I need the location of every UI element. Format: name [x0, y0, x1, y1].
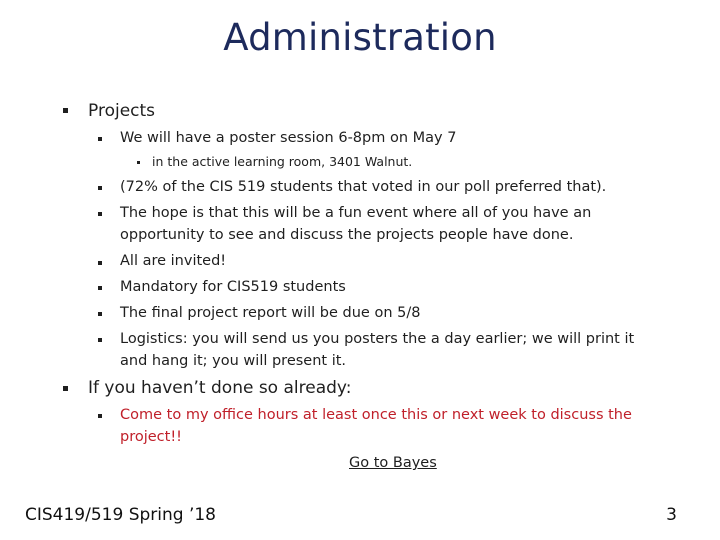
list-item-continuation: and hang it; you will present it.	[120, 353, 347, 369]
list-item: Mandatory for CIS519 students	[120, 279, 346, 295]
list-item: Logistics: you will send us you posters the a day earlier; we will print it	[120, 331, 635, 347]
bullet-marker	[98, 286, 102, 290]
section-heading-reminder: If you haven’t done so already:	[88, 378, 352, 398]
list-item: (72% of the CIS 519 students that voted in our poll preferred that).	[120, 179, 607, 195]
slide-title: Administration	[223, 16, 497, 59]
bullet-marker	[98, 186, 102, 190]
section-heading-projects: Projects	[88, 101, 156, 121]
bullet-marker	[137, 161, 140, 164]
list-item-continuation: opportunity to see and discuss the projects people have done.	[120, 227, 574, 243]
bullet-marker	[98, 312, 102, 316]
bullet-marker	[98, 414, 102, 418]
highlighted-item-continuation: project!!	[120, 429, 182, 445]
bullet-marker	[98, 261, 102, 265]
bullet-marker	[98, 137, 102, 141]
list-subitem: in the active learning room, 3401 Walnut.	[152, 154, 413, 169]
footer-course-label: CIS419/519 Spring ’18	[25, 505, 217, 525]
list-item: All are invited!	[120, 253, 227, 269]
page-number: 3	[666, 505, 677, 525]
bullet-marker	[63, 108, 68, 113]
highlighted-item: Come to my office hours at least once this or next week to discuss the	[120, 407, 632, 423]
list-item: The hope is that this will be a fun event where all of you have an	[120, 205, 592, 221]
bullet-marker	[98, 338, 102, 342]
go-to-bayes-link[interactable]: Go to Bayes	[349, 455, 437, 471]
list-item: We will have a poster session 6-8pm on May 7	[120, 130, 457, 146]
bullet-marker	[63, 386, 68, 391]
bullet-marker	[98, 212, 102, 216]
list-item: The final project report will be due on 5/8	[120, 305, 421, 321]
